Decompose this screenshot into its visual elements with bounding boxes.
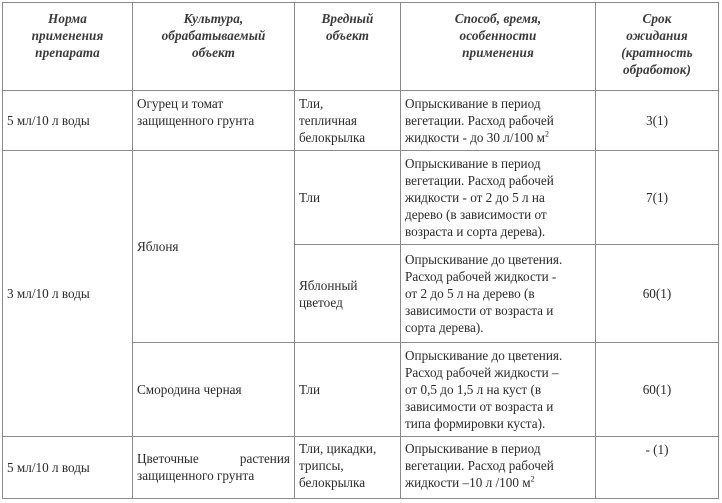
pest-cell: Яблонный цветоед <box>295 245 401 342</box>
header-term: Срок ожидания (кратность обработок) <box>596 3 719 91</box>
norm-cell: 3 мл/10 л воды <box>3 151 133 437</box>
culture-cell: Огурец и томат защищенного грунта <box>133 91 295 151</box>
table-row <box>3 151 719 245</box>
term-cell: 60(1) <box>596 342 719 436</box>
method-cell: Опрыскивание до цветения. Расход рабочей жидкости – от 0,5 до 1,5 л на куст (в зависимости от возраста и типа формировки куста). <box>401 342 596 436</box>
method-cell: Опрыскивание в период вегетации. Расход рабочей жидкости –10 л /100 $м^2$ <box>401 436 596 498</box>
culture-cell: Смородина черная <box>133 342 295 436</box>
table-row <box>3 436 719 498</box>
pest-cell: Тли, тепличная белокрылка <box>295 91 401 151</box>
method-cell: Опрыскивание в период вегетации. Расход рабочей жидкости - до 30 л/100 $м^2$ <box>401 91 596 151</box>
norm-cell: 5 мл/10 л воды <box>3 91 133 151</box>
term-cell: 3(1) <box>596 91 719 151</box>
pesticide-application-table <box>2 2 719 499</box>
method-cell: Опрыскивание в период вегетации. Расход рабочей жидкости - от 2 до 5 л на дерево (в зависимости от возраста и сорта дерева). <box>401 151 596 245</box>
header-culture: Культура, обрабатываемый объект <box>133 3 295 91</box>
header-method: Способ, время, особенности применения <box>401 3 596 91</box>
term-cell: 7(1) <box>596 151 719 245</box>
culture-cell: Яблоня <box>133 151 295 342</box>
pest-cell: Тли, цикадки, трипсы, белокрылка <box>295 436 401 498</box>
term-cell: - (1) <box>596 436 719 498</box>
header-norm: Норма применения препарата <box>3 3 133 91</box>
term-cell: 60(1) <box>596 245 719 342</box>
header-pest: Вредный объект <box>295 3 401 91</box>
table-row <box>3 91 719 151</box>
norm-cell: 5 мл/10 л воды <box>3 436 133 498</box>
method-cell: Опрыскивание до цветения. Расход рабочей жидкости - от 2 до 5 л на дерево (в зависимости от возраста и сорта дерева). <box>401 245 596 342</box>
header-row <box>3 3 719 91</box>
pest-cell: Тли <box>295 151 401 245</box>
pest-cell: Тли <box>295 342 401 436</box>
culture-cell: Цветочные растения защищенного грунта <box>133 436 295 498</box>
